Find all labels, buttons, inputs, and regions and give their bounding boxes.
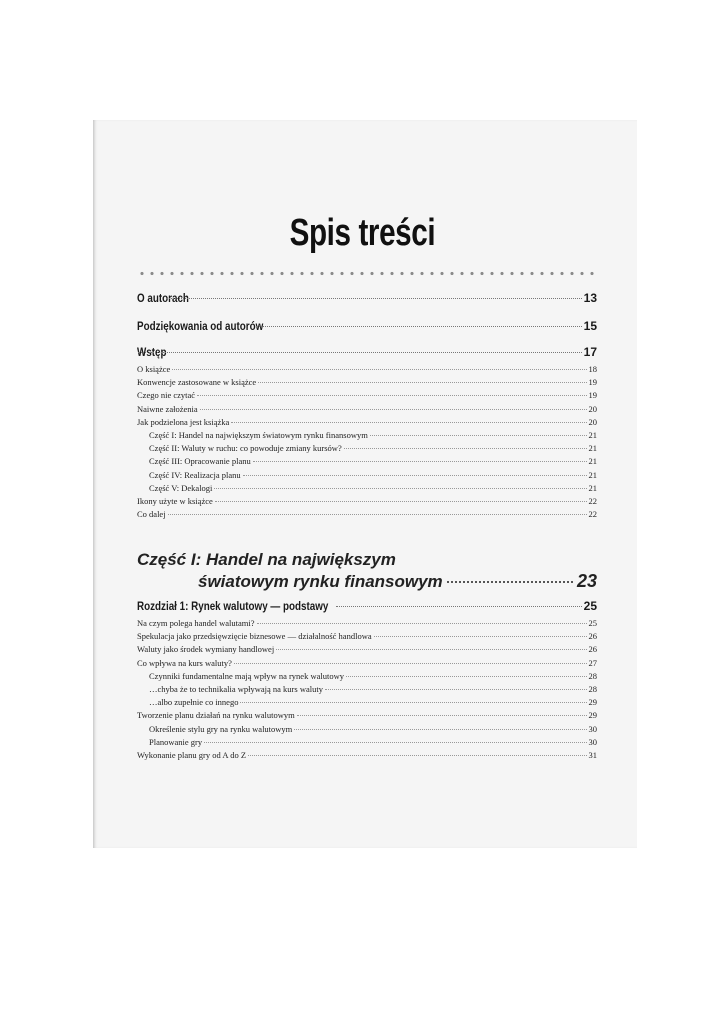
toc-section-label: …albo zupełnie co innego bbox=[149, 697, 239, 708]
toc-section-label: Część V: Dekalogi bbox=[149, 482, 213, 493]
toc-section-entry bbox=[137, 404, 597, 414]
toc-section-entry bbox=[137, 443, 597, 453]
toc-section-label: Czynniki fundamentalne mają wpływ na rynek walutowy bbox=[149, 670, 344, 681]
toc-section-label: Część IV: Realizacja planu bbox=[149, 469, 241, 480]
toc-section-page: 18 bbox=[588, 364, 597, 374]
toc-section-entry bbox=[137, 390, 597, 400]
toc-section-label: …chyba że to technikalia wpływają na kurs waluty bbox=[149, 684, 323, 694]
toc-section-label: Ikony użyte w książce bbox=[137, 496, 213, 506]
toc-section-entry bbox=[137, 618, 597, 628]
toc-section-label: Naiwne założenia bbox=[137, 403, 198, 414]
toc-entry-o-autorach: O autorach 13 bbox=[137, 291, 597, 305]
toc-section-entry bbox=[137, 684, 597, 694]
dotted-divider bbox=[137, 271, 597, 276]
toc-section-label: Wykonanie planu gry od A do Z bbox=[137, 750, 247, 760]
page-title: Spis treści bbox=[289, 212, 436, 254]
part-title-line1: Część I: Handel na największym bbox=[137, 550, 396, 569]
toc-section-label: Spekulacja jako przedsięwzięcie biznesowe — działalność handlowa bbox=[137, 631, 372, 642]
toc-section-label: Określenie stylu gry na rynku walutowym bbox=[149, 723, 293, 734]
toc-section-entry bbox=[137, 430, 597, 440]
toc-section-page: 22 bbox=[588, 509, 597, 520]
toc-section-page: 21 bbox=[588, 430, 597, 440]
toc-section-page: 29 bbox=[588, 710, 597, 721]
toc-section-label: Tworzenie planu działań na rynku walutowym bbox=[137, 710, 295, 721]
toc-section-page: 30 bbox=[588, 736, 597, 747]
toc-section-entry bbox=[137, 509, 597, 519]
toc-section-page: 26 bbox=[588, 631, 597, 642]
part-title-line2: światowym rynku finansowym 23 bbox=[198, 571, 597, 591]
toc-entry-rozdzial-1: Rozdział 1: Rynek walutowy — podstawy 25 bbox=[137, 599, 597, 613]
toc-section-page: 19 bbox=[588, 390, 597, 401]
toc-entry-wstep: Wstęp 17 bbox=[137, 345, 597, 359]
toc-section-entry bbox=[137, 470, 597, 480]
toc-section-label: Planowanie gry bbox=[149, 736, 203, 747]
toc-section-label: Jak podzielona jest książka bbox=[137, 416, 230, 427]
toc-section-page: 19 bbox=[588, 377, 597, 388]
toc-section-label: Część III: Opracowanie planu bbox=[149, 456, 251, 467]
toc-section-entry bbox=[137, 456, 597, 466]
toc-section-page: 20 bbox=[588, 403, 597, 414]
toc-section-entry bbox=[137, 483, 597, 493]
toc-section-entry bbox=[137, 724, 597, 734]
toc-section-entry bbox=[137, 710, 597, 720]
toc-section-label: Część II: Waluty w ruchu: co powoduje zmiany kursów? bbox=[149, 443, 342, 454]
toc-section-page: 26 bbox=[588, 644, 597, 655]
toc-section-page: 27 bbox=[588, 657, 597, 668]
toc-section-page: 21 bbox=[588, 469, 597, 480]
toc-section-page: 31 bbox=[588, 750, 597, 760]
toc-section-label: O książce bbox=[137, 364, 171, 374]
toc-section-label: Na czym polega handel walutami? bbox=[137, 618, 255, 628]
toc-section-page: 21 bbox=[588, 443, 597, 454]
toc-section-entry bbox=[137, 750, 597, 760]
toc-section-page: 21 bbox=[588, 482, 597, 493]
toc-entry-podziekowania: Podziękowania od autorów 15 bbox=[137, 319, 597, 333]
toc-section-entry bbox=[137, 631, 597, 641]
toc-section-entry bbox=[137, 496, 597, 506]
toc-section-entry bbox=[137, 417, 597, 427]
toc-section-entry bbox=[137, 737, 597, 747]
toc-section-page: 25 bbox=[588, 618, 597, 628]
toc-section-page: 29 bbox=[588, 697, 597, 708]
toc-section-entry bbox=[137, 377, 597, 387]
toc-section-entry bbox=[137, 644, 597, 654]
toc-section-entry bbox=[137, 671, 597, 681]
toc-section-label: Waluty jako środek wymiany handlowej bbox=[137, 644, 275, 655]
toc-section-label: Co dalej bbox=[137, 509, 166, 520]
toc-section-label: Część I: Handel na największym światowym rynku finansowym bbox=[149, 430, 368, 440]
toc-section-page: 30 bbox=[588, 723, 597, 734]
toc-section-label: Co wpływa na kurs waluty? bbox=[137, 657, 232, 668]
toc-section-label: Konwencje zastosowane w książce bbox=[137, 377, 257, 388]
toc-section-page: 22 bbox=[588, 496, 597, 506]
toc-section-page: 28 bbox=[588, 670, 597, 681]
toc-section-entry bbox=[137, 364, 597, 374]
toc-section-entry bbox=[137, 658, 597, 668]
toc-section-entry bbox=[137, 697, 597, 707]
toc-section-page: 28 bbox=[588, 684, 597, 694]
toc-section-page: 20 bbox=[588, 416, 597, 427]
toc-section-page: 21 bbox=[588, 456, 597, 467]
toc-section-label: Czego nie czytać bbox=[137, 390, 196, 401]
